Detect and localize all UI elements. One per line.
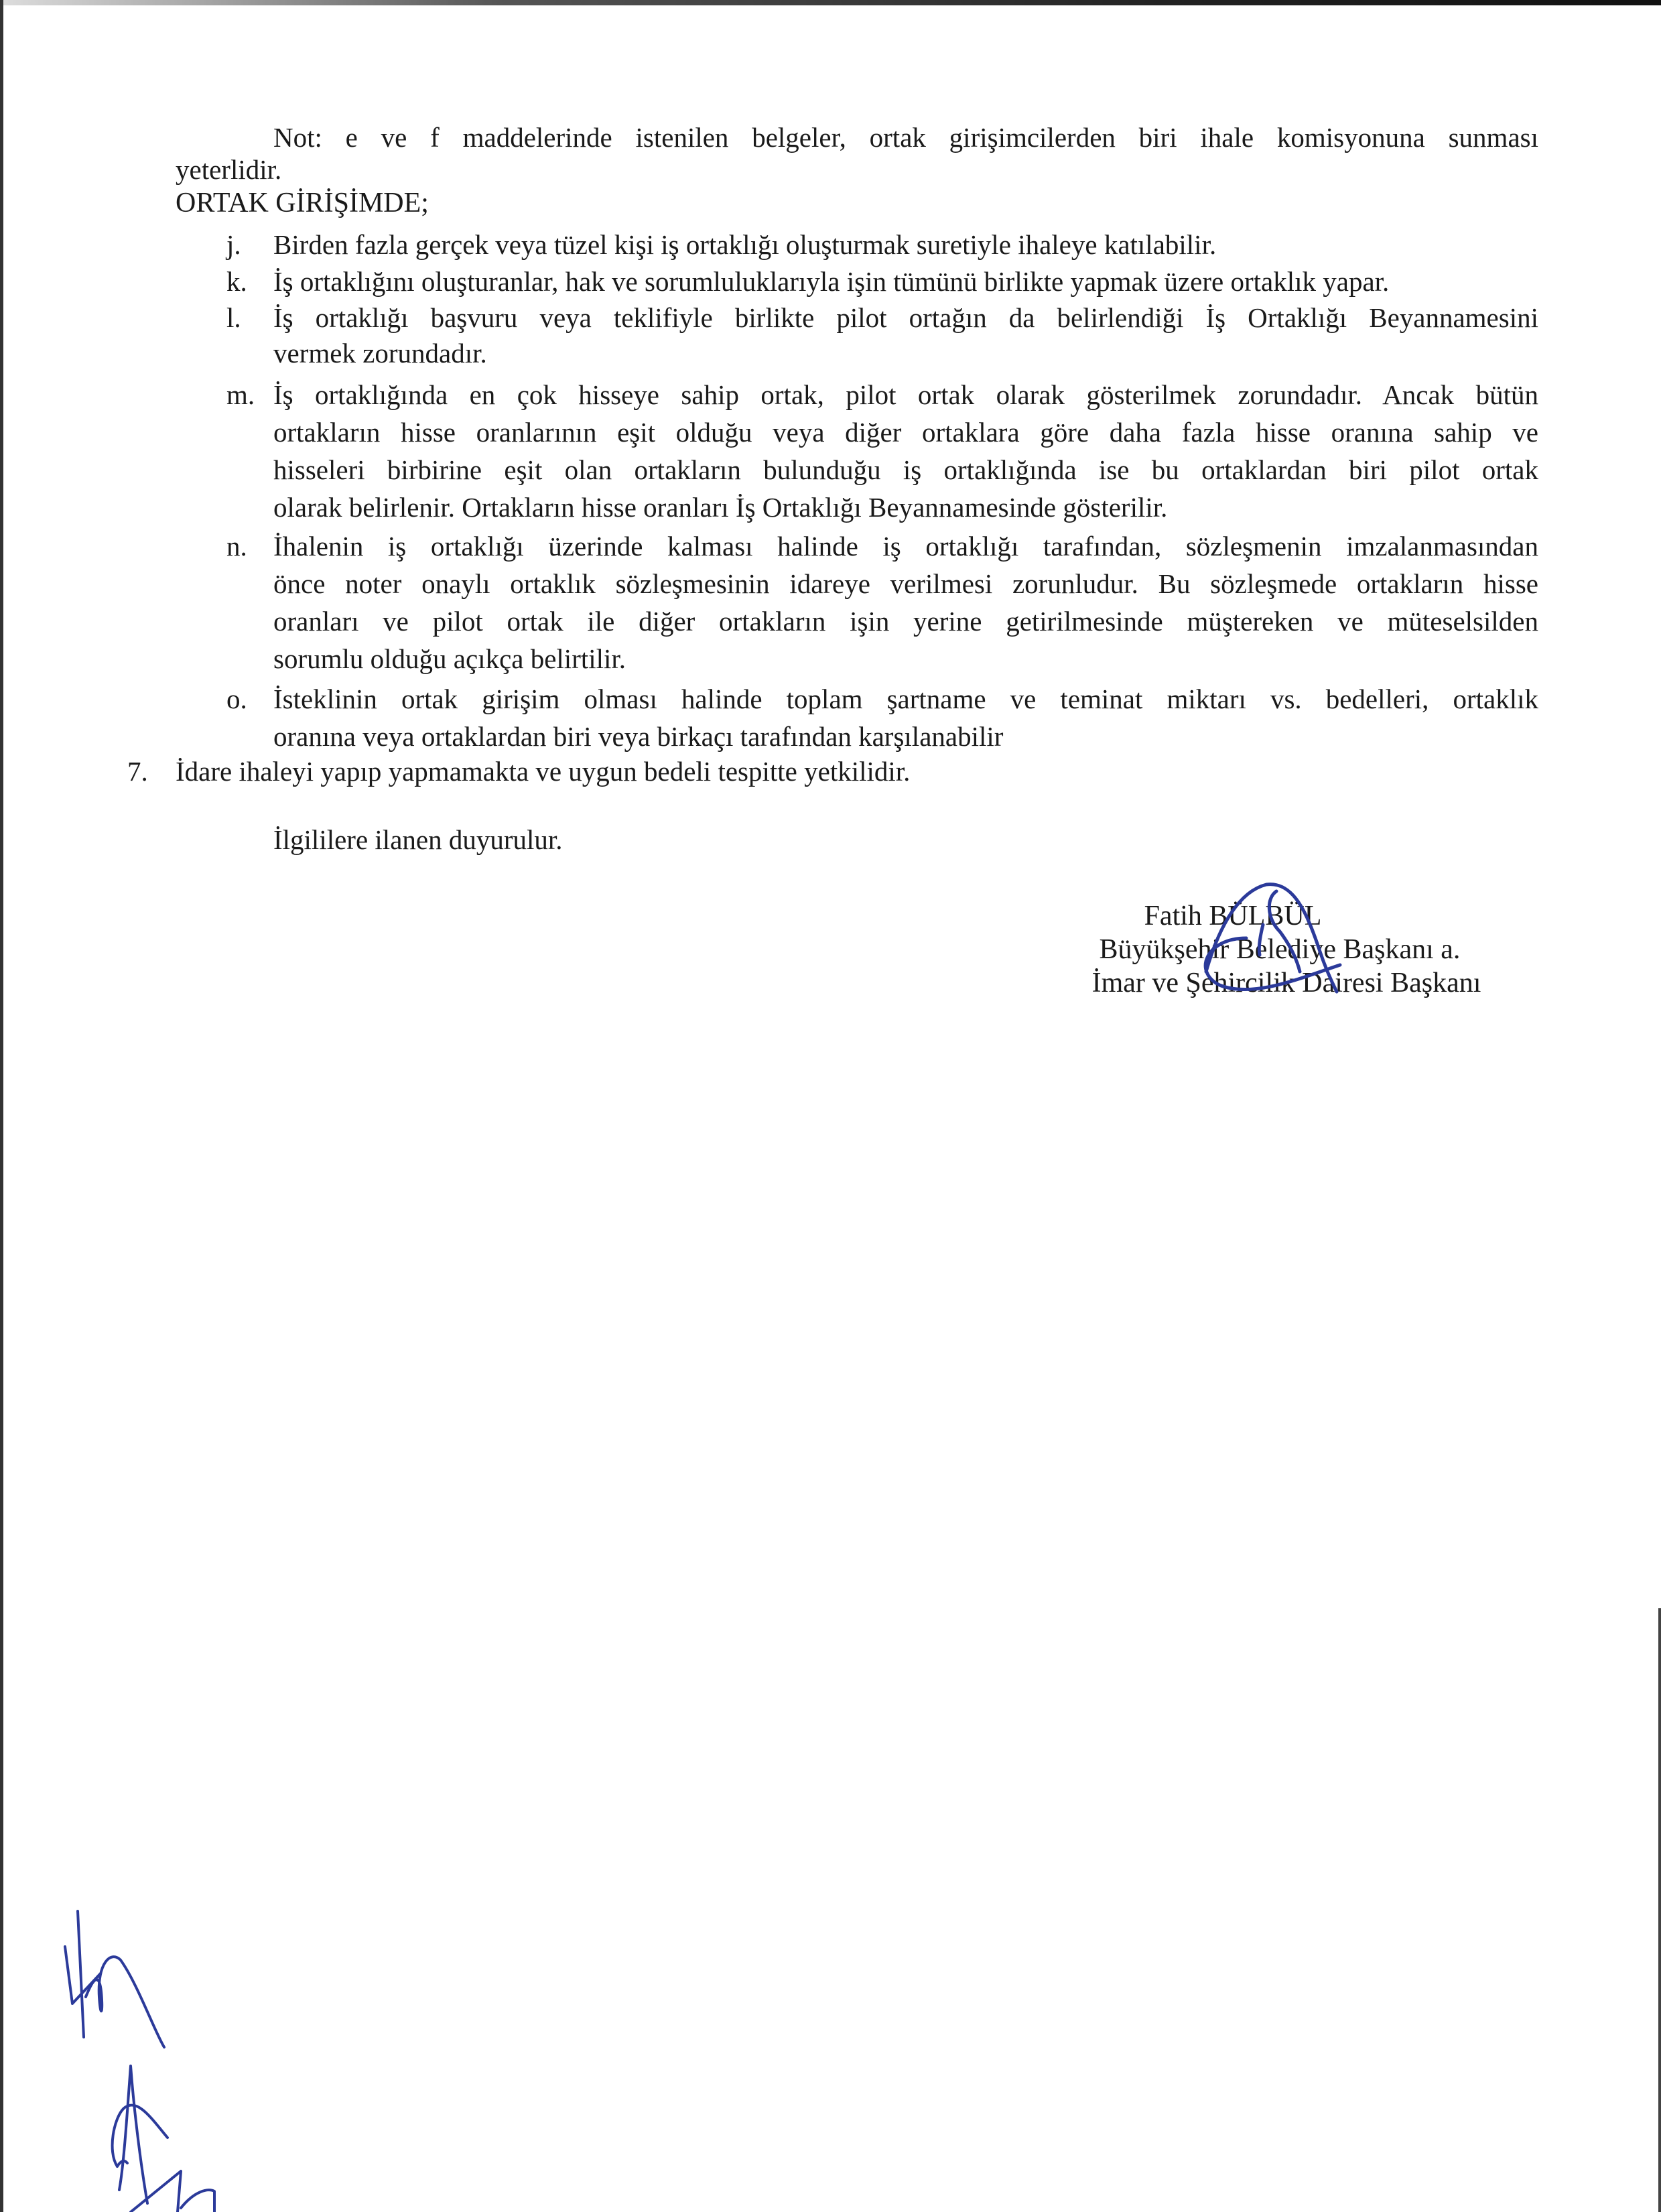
initial-stroke [131, 2171, 181, 2212]
section-heading: ORTAK GİRİŞİMDE; [176, 188, 429, 218]
initial-stroke [181, 2190, 214, 2212]
item-o-line-2: oranına veya ortaklardan biri veya birkaçı tarafından karşılanabilir [273, 721, 1004, 752]
initial-stroke [86, 1957, 164, 2047]
item-n-line-1: İhalenin iş ortaklığı üzerinde kalması halinde iş ortaklığı tarafından, sözleşmenin imzalanmasından [273, 531, 1538, 562]
item-j-label: j. [226, 229, 241, 260]
item-l-label: l. [226, 302, 241, 333]
item-l-line-1: İş ortaklığı başvuru veya teklifiyle birlikte pilot ortağın da belirlendiği İş Ortaklığı Beyannamesini [273, 302, 1538, 333]
scan-edge-right [1658, 1608, 1661, 2212]
item-n-label: n. [226, 531, 247, 562]
item-k-text: İş ortaklığını oluşturanlar, hak ve sorumluluklarıyla işin tümünü birlikte yapmak üzere ortaklık yapar. [273, 266, 1390, 297]
item-m-label: m. [226, 379, 255, 410]
item-k-label: k. [226, 266, 247, 297]
item-m-line-1: İş ortaklığında en çok hisseye sahip ortak, pilot ortak olarak gösterilmek zorundadır. Ancak bütün [273, 379, 1538, 410]
item-m-line-3: hisseleri birbirine eşit olan ortakların bulunduğu iş ortaklığında ise bu ortaklardan biri pilot ortak [273, 454, 1538, 485]
item-n-line-2: önce noter onaylı ortaklık sözleşmesinin idareye verilmesi zorunludur. Bu sözleşmede ortakların hisse [273, 568, 1538, 599]
note-line-2: yeterlidir. [176, 154, 282, 185]
note-line-1: Not: e ve f maddelerinde istenilen belgeler, ortak girişimcilerden biri ihale komisyonuna sunması [273, 122, 1538, 153]
scan-edge-top [0, 0, 1661, 5]
initials-signatures [47, 1896, 248, 2212]
handwritten-signature-main [1166, 871, 1380, 1005]
item-7-text: İdare ihaleyi yapıp yapmamakta ve uygun bedeli tespitte yetkilidir. [176, 756, 911, 787]
item-o-label: o. [226, 684, 247, 714]
scan-edge-left [0, 0, 3, 2212]
item-n-line-3: oranları ve pilot ortak ile diğer ortakların işin yerine getirilmesinde müştereken ve müteselsilden [273, 606, 1538, 637]
item-7-label: 7. [127, 756, 148, 787]
initial-stroke [119, 2066, 147, 2203]
signature-stroke [1269, 891, 1300, 972]
initial-stroke [78, 1911, 84, 2037]
item-o-line-1: İsteklinin ortak girişim olması halinde toplam şartname ve teminat miktarı vs. bedelleri, ortaklık [273, 684, 1538, 714]
item-l-line-2: vermek zorundadır. [273, 338, 487, 369]
signatory-name: Fatih BÜLBÜL [1144, 901, 1322, 931]
closing-text: İlgililere ilanen duyurulur. [273, 824, 563, 855]
item-j-text: Birden fazla gerçek veya tüzel kişi iş ortaklığı oluşturmak suretiyle ihaleye katılabilir. [273, 229, 1217, 260]
item-n-line-4: sorumlu olduğu açıkça belirtilir. [273, 643, 626, 674]
signatory-title-1: Büyükşehir Belediye Başkanı a. [1099, 934, 1461, 965]
item-m-line-4: olarak belirlenir. Ortakların hisse oranları İş Ortaklığı Beyannamesinde gösterilir. [273, 492, 1168, 523]
item-m-line-2: ortakların hisse oranlarının eşit olduğu veya diğer ortaklara göre daha fazla hisse oranına sahip ve [273, 417, 1538, 448]
signature-stroke [1259, 925, 1263, 955]
signatory-title-2: İmar ve Şehircilik Dairesi Başkanı [1091, 968, 1481, 998]
signature-stroke [1205, 938, 1340, 990]
